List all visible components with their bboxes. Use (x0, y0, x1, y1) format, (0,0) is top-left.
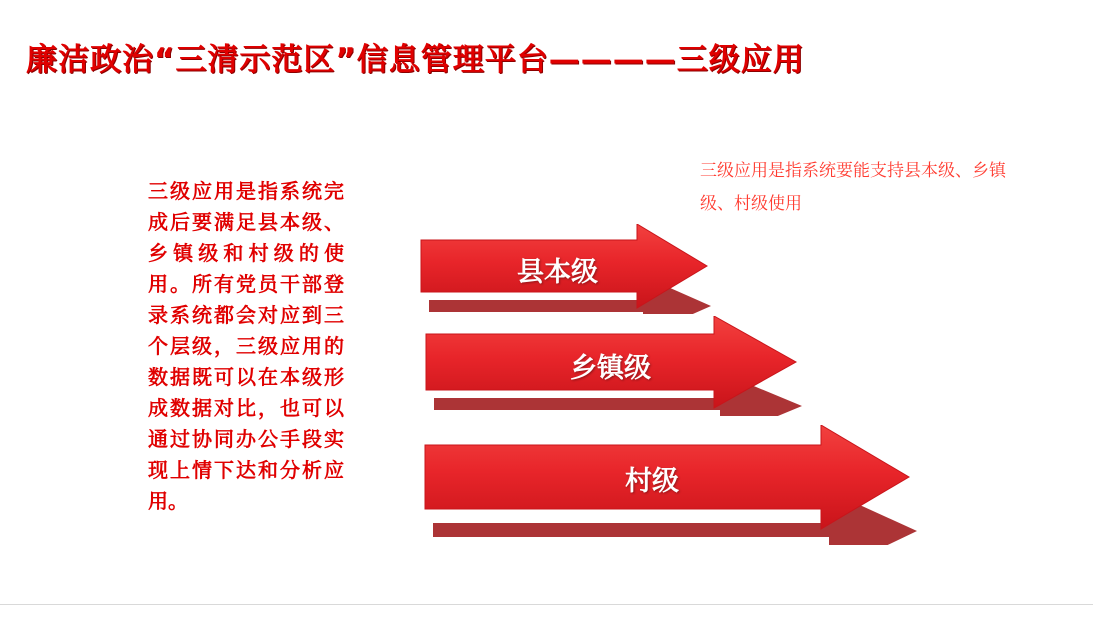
arrow-village-level[interactable] (419, 425, 939, 545)
bottom-divider (0, 604, 1093, 605)
arrow-label-village: 村级 (625, 466, 679, 497)
arrow-diagram (395, 200, 955, 570)
left-description-text: 三级应用是指系统完成后要满足县本级、乡镇级和村级的使用。所有党员干部登录系统都会对应到三个层级，三级应用的数据既可以在本级形成数据对比，也可以通过协同办公手段实现上情下达和分析应用。 (148, 179, 344, 513)
arrow-label-township: 乡镇级 (570, 353, 651, 384)
arrow-county-level[interactable] (415, 224, 725, 314)
arrow-township-level[interactable] (420, 316, 820, 416)
right-description-text: 三级应用是指系统要能支持县本级、乡镇级、村级使用 (700, 161, 1006, 214)
arrow-label-county: 县本级 (517, 257, 598, 288)
page-title: 廉洁政治“三清示范区”信息管理平台————三级应用 (26, 42, 805, 78)
